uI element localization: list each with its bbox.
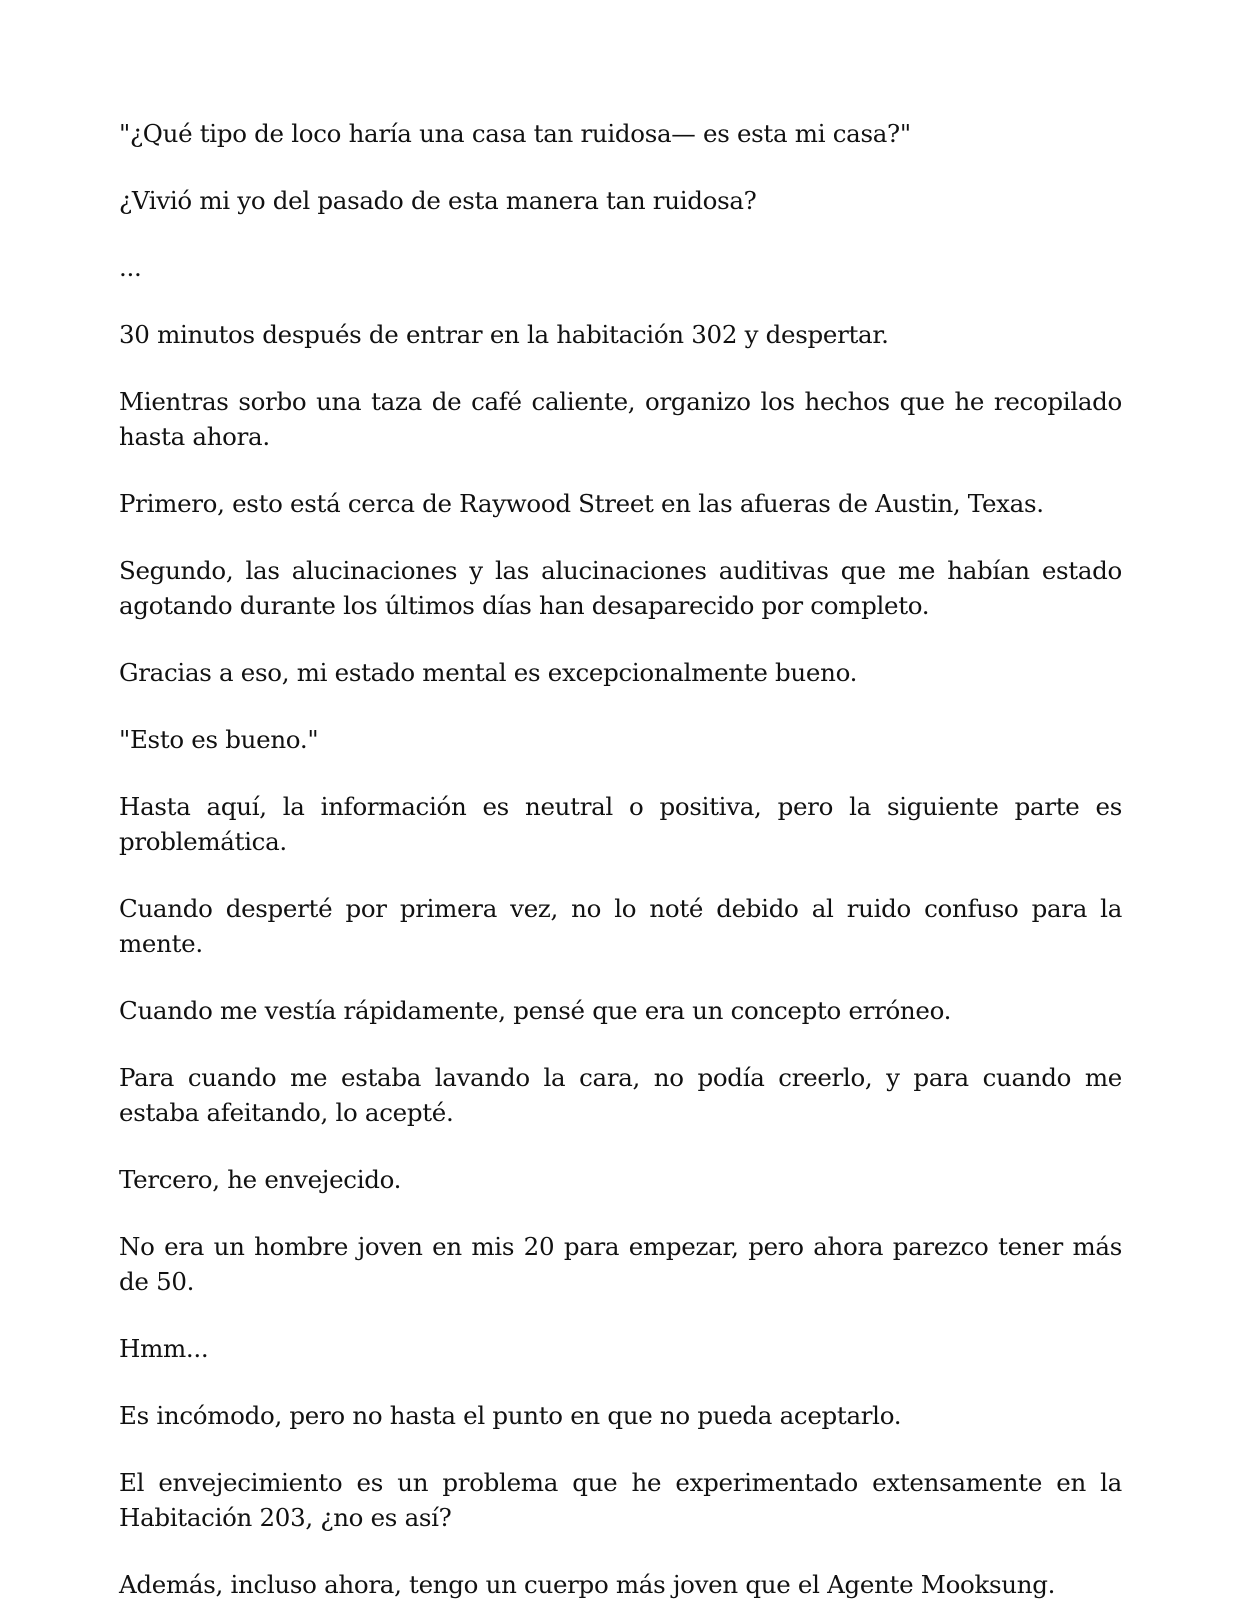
paragraph: Hmm... xyxy=(119,1334,209,1363)
paragraph-ellipsis: ... xyxy=(119,253,142,282)
paragraph: "Esto es bueno." xyxy=(119,725,319,754)
paragraph: Es incómodo, pero no hasta el punto en que no pueda aceptarlo. xyxy=(119,1401,902,1430)
paragraph: Cuando me vestía rápidamente, pensé que era un concepto erróneo. xyxy=(119,996,952,1025)
paragraph: El envejecimiento es un problema que he experimentado extensamente en la Habitación 203, ¿no es así? xyxy=(119,1468,1122,1532)
paragraph: Cuando desperté por primera vez, no lo noté debido al ruido confuso para la mente. xyxy=(119,894,1122,958)
body-text xyxy=(119,116,1122,1602)
paragraph: 30 minutos después de entrar en la habitación 302 y despertar. xyxy=(119,320,889,349)
paragraph: Segundo, las alucinaciones y las alucinaciones auditivas que me habían estado agotando durante los últimos días han desaparecido por completo. xyxy=(119,556,1122,620)
paragraph: Hasta aquí, la información es neutral o positiva, pero la siguiente parte es problemática. xyxy=(119,792,1122,856)
paragraph: Gracias a eso, mi estado mental es excepcionalmente bueno. xyxy=(119,658,858,687)
paragraph: Además, incluso ahora, tengo un cuerpo más joven que el Agente Mooksung. xyxy=(119,1570,1056,1599)
paragraph: Primero, esto está cerca de Raywood Street en las afueras de Austin, Texas. xyxy=(119,489,1044,518)
paragraph: No era un hombre joven en mis 20 para empezar, pero ahora parezco tener más de 50. xyxy=(119,1232,1122,1296)
paragraph: Para cuando me estaba lavando la cara, no podía creerlo, y para cuando me estaba afeitando, lo acepté. xyxy=(119,1063,1122,1127)
paragraph: Tercero, he envejecido. xyxy=(119,1165,402,1194)
paragraph: Mientras sorbo una taza de café caliente, organizo los hechos que he recopilado hasta ahora. xyxy=(119,387,1122,451)
paragraph: "¿Qué tipo de loco haría una casa tan ruidosa— es esta mi casa?" xyxy=(119,119,911,148)
paragraph: ¿Vivió mi yo del pasado de esta manera tan ruidosa? xyxy=(119,186,757,215)
